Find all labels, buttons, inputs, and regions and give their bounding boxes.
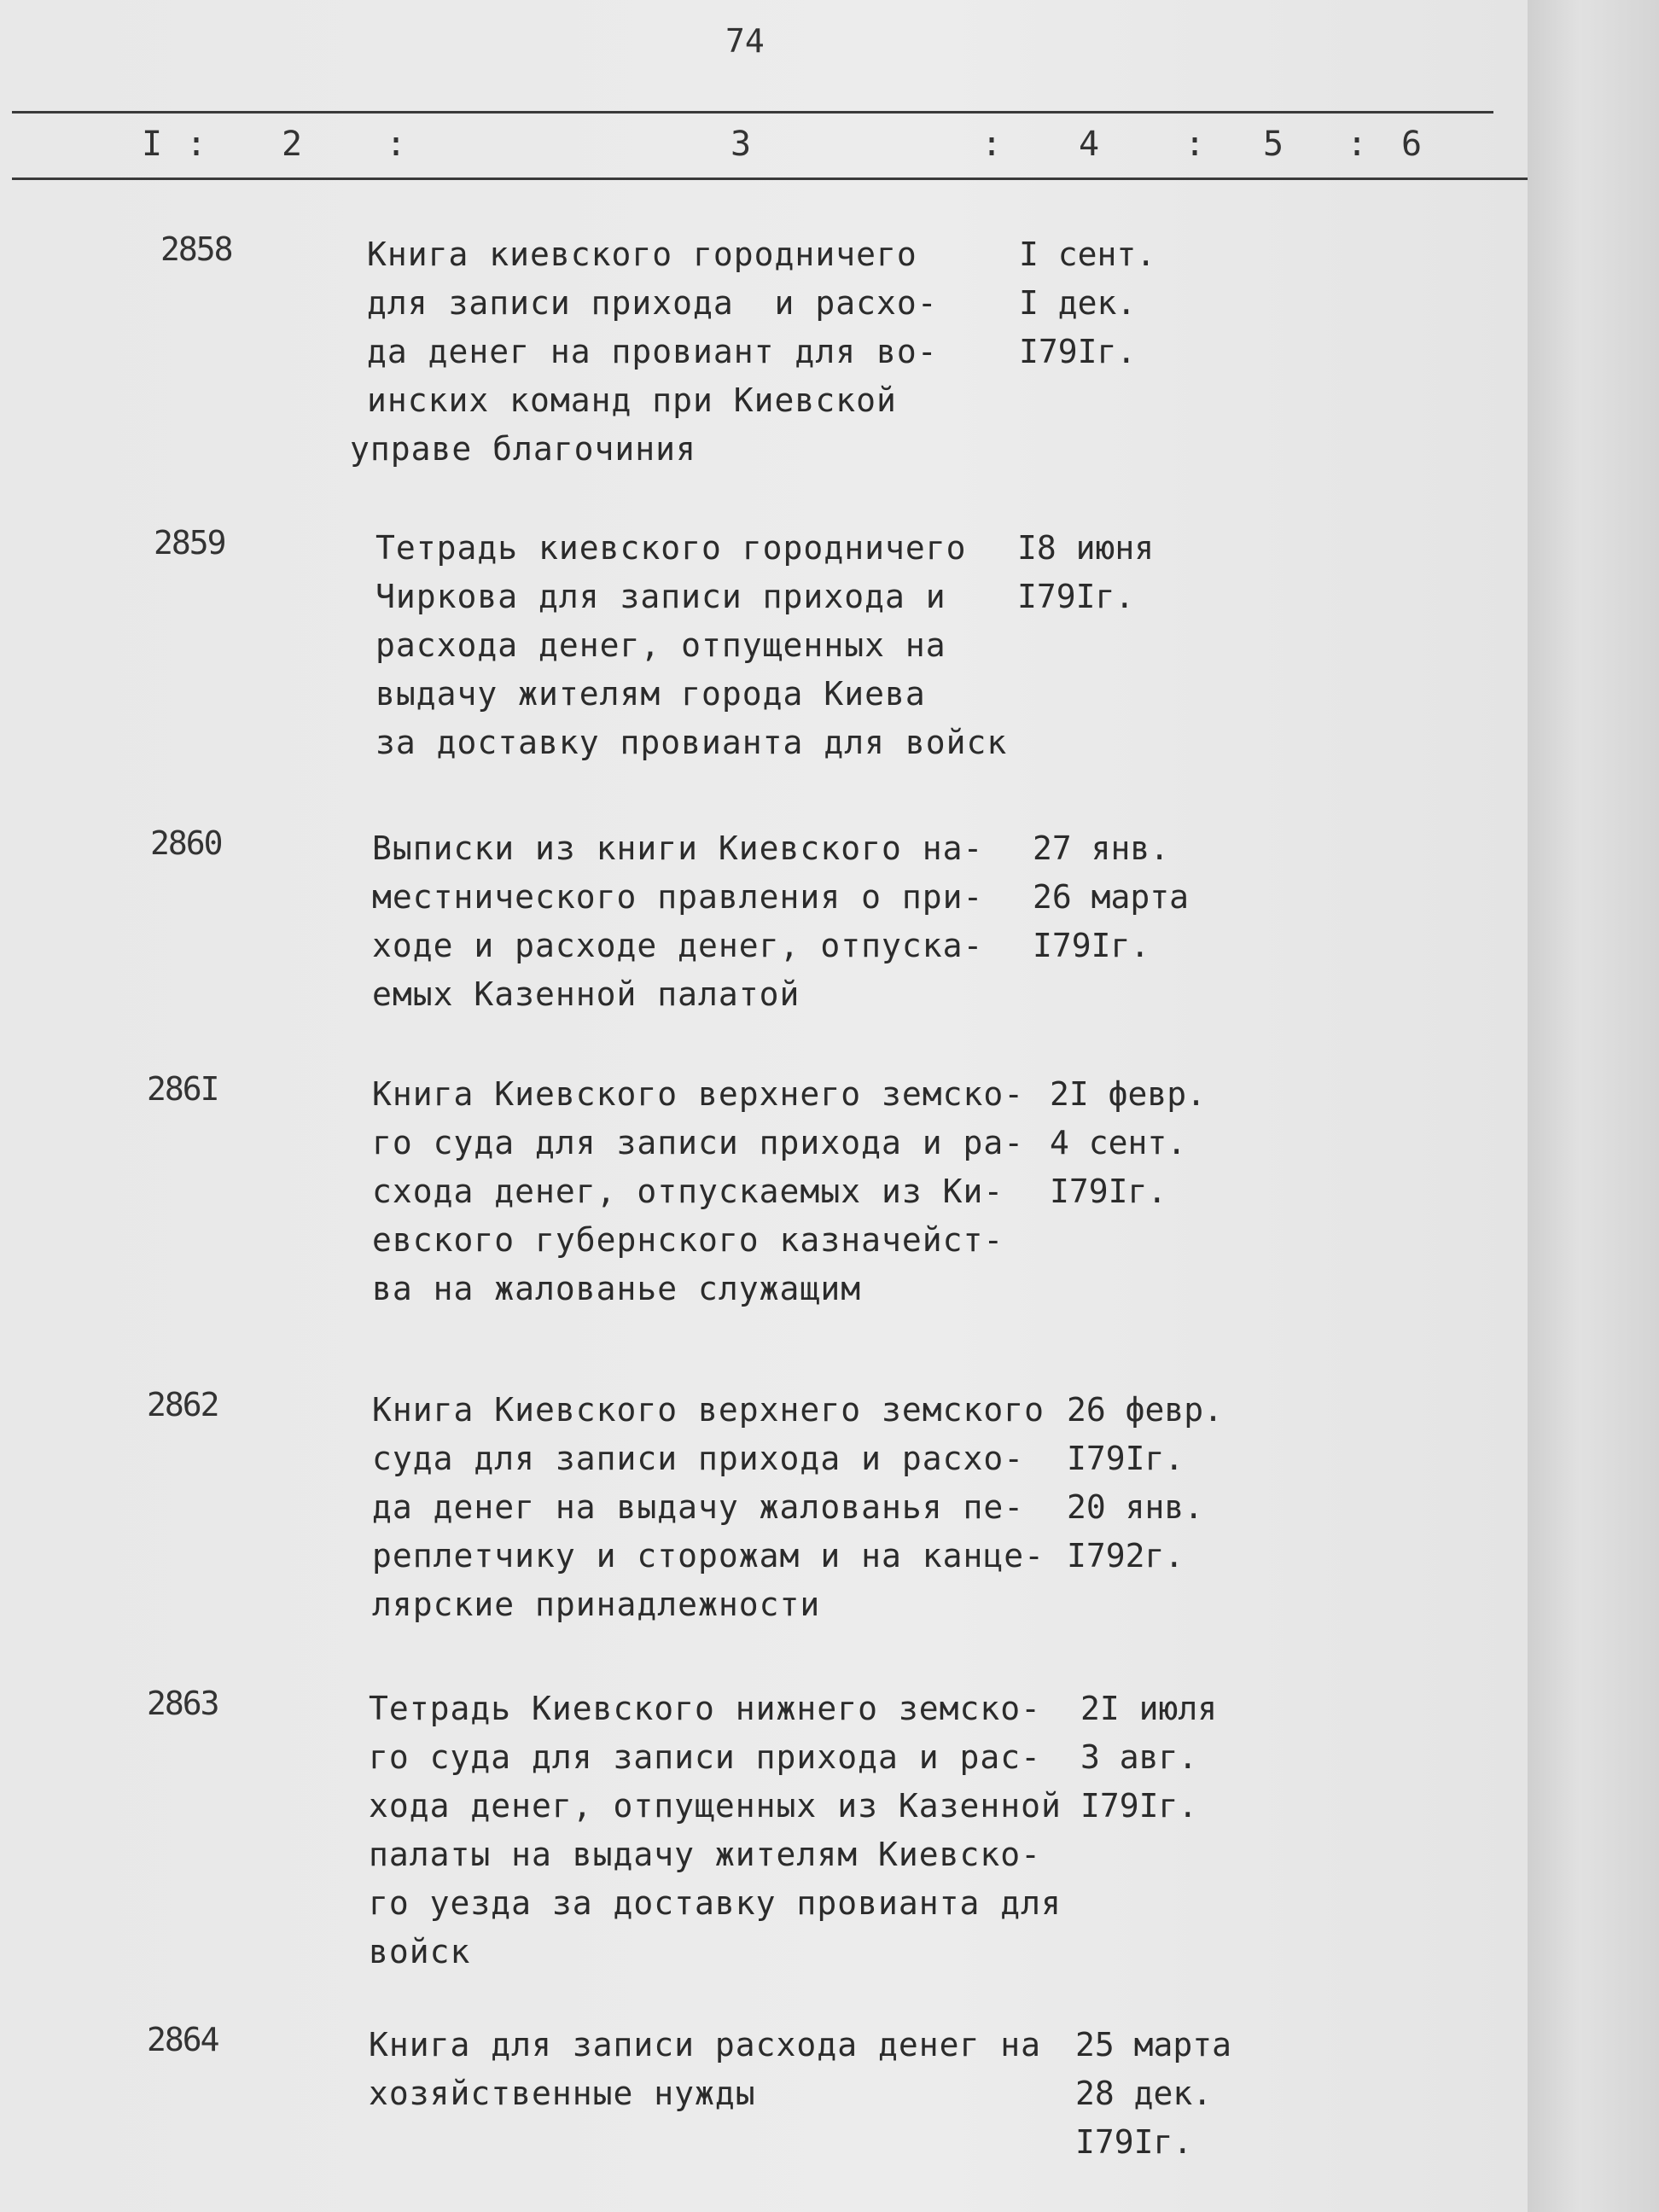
entry-dates: 26 февр. I79Iг. 20 янв. I792г. [1067, 1391, 1224, 1575]
entry-dates: 25 марта 28 дек. I79Iг. [1075, 2026, 1232, 2161]
column-header-3: 3 [731, 125, 752, 164]
column-header-6: 6 [1401, 125, 1423, 164]
entry-number: 2859 [154, 524, 225, 562]
entry-number: 2864 [147, 2021, 218, 2058]
entry-number: 286I [147, 1070, 218, 1108]
entry-description: Выписки из книги Киевского на- местнического правления о при- ходе и расходе денег, отпуска- емых Казенной палатой [372, 830, 984, 1013]
column-header-5: 5 [1263, 125, 1284, 164]
entry-description: Книга для записи расхода денег на хозяйственные нужды [369, 2026, 1041, 2112]
entry-number: 2863 [147, 1685, 218, 1722]
entry-dates: 2I февр. 4 сент. I79Iг. [1050, 1075, 1207, 1210]
entry-description: Книга Киевского верхнего земско- го суда для записи прихода и ра- схода денег, отпускаемых из Ки- евского губернского казначейст- ва на жалованье служащим [372, 1075, 1025, 1307]
column-header-separator: : [1347, 125, 1368, 164]
column-header-separator: : [981, 125, 1003, 164]
entry-description: Книга Киевского верхнего земского суда для записи прихода и расхо- да денег на выдачу жалованья пе- реплетчику и сторожам и на канце- лярские принадлежности [372, 1391, 1045, 1623]
entry-dates: I8 июня I79Iг. [1017, 529, 1155, 615]
entry-dates: 27 янв. 26 марта I79Iг. [1033, 830, 1190, 964]
page-number: 74 [725, 22, 765, 60]
header-bottom-rule [12, 178, 1528, 180]
entry-description: Книга киевского городничего для записи прихода и расхо- да денег на провиант для во- инских команд при Киевской управе благочиния [350, 236, 938, 468]
entry-number: 2862 [147, 1386, 218, 1423]
column-header-separator: : [1185, 125, 1206, 164]
entry-description: Тетрадь киевского городничего Чиркова для записи прихода и расхода денег, отпущенных на выдачу жителям города Киева за доставку провианта для войск [375, 529, 1008, 761]
entry-description: Тетрадь Киевского нижнего земско- го суда для записи прихода и рас- хода денег, отпущенных из Казенной палаты на выдачу жителям Киевско- го уезда за доставку провианта для войск [369, 1690, 1062, 1970]
entry-dates: I сент. I дек. I79Iг. [1019, 236, 1156, 370]
header-top-rule [12, 111, 1493, 114]
column-header-2: 2 [282, 125, 303, 164]
column-header-separator: : [186, 125, 207, 164]
entry-number: 2858 [160, 230, 232, 268]
entry-dates: 2I июля 3 авг. I79Iг. [1080, 1690, 1218, 1825]
column-header-separator: : [386, 125, 407, 164]
entry-number: 2860 [150, 824, 222, 862]
column-header-1: I [142, 125, 163, 164]
column-header-4: 4 [1079, 125, 1100, 164]
page-edge [1528, 0, 1659, 2212]
